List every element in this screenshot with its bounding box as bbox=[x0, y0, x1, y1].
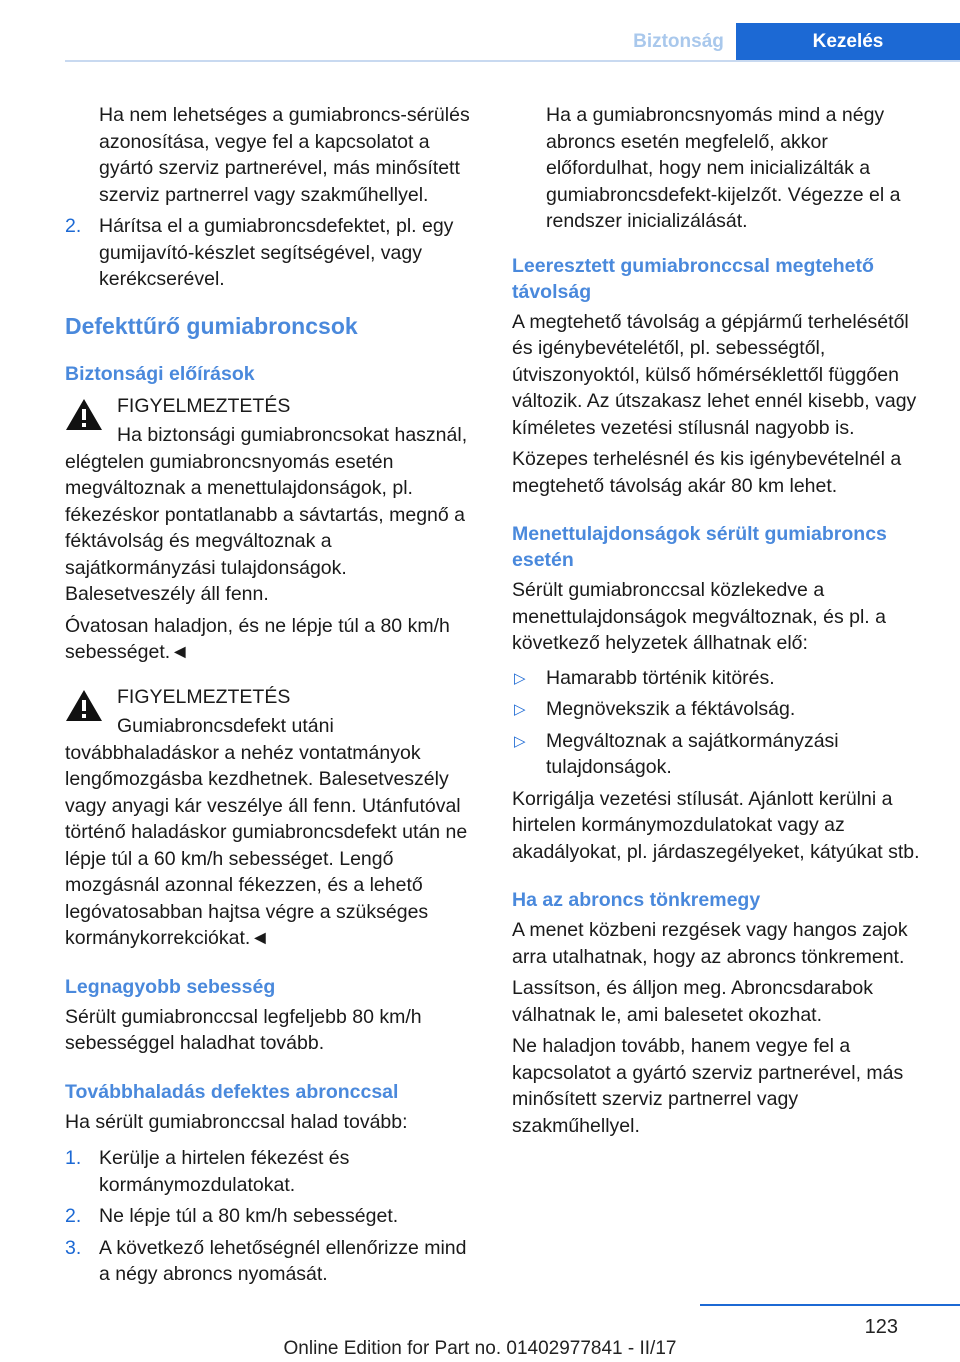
section-heading: Defekttűrő gumiabroncsok bbox=[65, 312, 358, 339]
step-number: 1. bbox=[65, 1147, 82, 1169]
continue-text: Ha sérült gumiabronccsal halad tovább: bbox=[65, 1110, 408, 1133]
warning-title: FIGYELMEZTETÉS bbox=[117, 394, 291, 417]
warning-text: Ha biztonsági gumiabroncsokat használ, elégtelen gumiabroncsnyomás esetén megváltoznak a menettulajdonságok, pl. fékezéskor pontatlanabb a sávtartás, megnő a féktávolság és megváltoznak a sajátkormányzási tulajdonságok. Balesetveszély áll fenn. bbox=[65, 424, 468, 605]
step-text: Kerülje a hirtelen fékezést és kormánymozdulatokat. bbox=[99, 1147, 350, 1196]
range-text-2: Közepes terhelésnél és kis igénybevételnél a megtehető távolság akár 80 km lehet. bbox=[512, 448, 902, 497]
step-text: Ne lépje túl a 80 km/h sebességet. bbox=[99, 1205, 399, 1227]
page-number: 123 bbox=[864, 1316, 898, 1338]
left-column bbox=[65, 102, 478, 1288]
list-item-text: Hamarabb történik kitörés. bbox=[546, 666, 775, 689]
broken-heading: Ha az abroncs tönkremegy bbox=[512, 889, 761, 911]
continue-heading: Továbbhaladás defektes abronccsal bbox=[65, 1080, 399, 1103]
bullet-triangle-icon: ▷ bbox=[514, 669, 526, 687]
warning-triangle-icon bbox=[65, 397, 103, 431]
tab-kezeles[interactable]: Kezelés bbox=[736, 23, 960, 61]
range-text: A megtehető távolság a gépjármű terhelésétől és igénybevételétől, pl. sebességtől, útviszonyoktól, külső hőmérséklettől függően változik. Az útszakasz lehet ennél kisebb, vagy kíméletes vezetési stílusnál nagyobb is. bbox=[512, 310, 917, 439]
handling-heading: Menettulajdonságok sérült gumiabroncs esetén bbox=[512, 523, 887, 571]
step-number: 2. bbox=[65, 1205, 82, 1227]
maxspeed-heading: Legnagyobb sebesség bbox=[65, 975, 276, 998]
broken-text-2: Lassítson, és álljon meg. Abroncsdarabok válhatnak le, ami balesetet okozhat. bbox=[512, 977, 873, 1026]
header-rule bbox=[65, 60, 960, 62]
edition-footer: Online Edition for Part no. 01402977841 - II/17 bbox=[283, 1338, 677, 1359]
list-item bbox=[512, 665, 925, 692]
warning-title: FIGYELMEZTETÉS bbox=[117, 685, 291, 708]
continued-step-text: Ha nem lehetséges a gumiabroncs-sérülés azonosítása, vegye fel a kapcsolatot a gyártó szerviz partnerével, más minősített szerviz partnerrel vagy szakműhellyel. bbox=[99, 104, 470, 206]
warning-text-2: Óvatosan haladjon, és ne lépje túl a 80 km/h sebességet.◄ bbox=[65, 614, 450, 663]
warning-block bbox=[65, 393, 478, 666]
broken-text-3: Ne haladjon tovább, hanem vegye fel a kapcsolatot a gyártó szerviz partnerével, más minősített szerviz partnerrel vagy szakműhellyel. bbox=[512, 1035, 904, 1137]
warning-text: Gumiabroncsdefekt utáni továbbhaladáskor a nehéz vontatmányok lengőmozgásba kezdhetnek. Balesetveszély vagy anyagi kár veszélye áll fenn. Utánfutóval történő haladáskor gumiabroncsdefekt után ne lépje túl a 60 km/h sebességet. Lengő mozgásnál azonnal fékezzen, és a lehető legóvatosabban hajtsa végre a szükséges kormánykorrekciókat.◄ bbox=[65, 715, 468, 949]
range-heading: Leeresztett gumiabronccsal megtehető távolság bbox=[512, 254, 874, 303]
warning-block bbox=[65, 684, 478, 952]
list-item-text: Megnövekszik a féktávolság. bbox=[546, 698, 796, 720]
footer-rule bbox=[700, 1304, 960, 1306]
warning-triangle-icon bbox=[65, 688, 103, 722]
maxspeed-text: Sérült gumiabronccsal legfeljebb 80 km/h sebességgel haladhat tovább. bbox=[65, 1005, 422, 1054]
list-item-text: Megváltoznak a sajátkormányzási tulajdonságok. bbox=[546, 729, 839, 778]
list-item bbox=[512, 728, 925, 781]
step-number: 2. bbox=[65, 215, 82, 237]
header-tabs bbox=[621, 23, 960, 61]
step-item bbox=[65, 1235, 478, 1288]
bullet-triangle-icon: ▷ bbox=[514, 701, 526, 718]
continued-text: Ha a gumiabroncsnyomás mind a négy abroncs esetén megfelelő, akkor előfordulhat, hogy nem inicializálták a gumiabroncsdefekt-kijelzőt. Végezze el a rendszer inicializálását. bbox=[546, 104, 901, 232]
step-text: Hárítsa el a gumiabroncsdefektet, pl. egy gumijavító-készlet segítségével, vagy kerékcserével. bbox=[99, 215, 454, 290]
step-number: 3. bbox=[65, 1236, 82, 1259]
safety-heading: Biztonsági előírások bbox=[65, 362, 255, 385]
step-item bbox=[65, 1203, 478, 1230]
right-column bbox=[512, 102, 925, 1139]
step-text: A következő lehetőségnél ellenőrizze mind a négy abroncs nyomását. bbox=[99, 1236, 467, 1285]
tab-biztonsag[interactable]: Biztonság bbox=[633, 31, 724, 52]
handling-text: Sérült gumiabronccsal közlekedve a menettulajdonságok megváltoznak, és pl. a következő helyzetek állhatnak elő: bbox=[512, 579, 886, 654]
step-item bbox=[65, 213, 478, 293]
bullet-triangle-icon: ▷ bbox=[514, 732, 526, 750]
broken-text: A menet közbeni rezgések vagy hangos zajok arra utalhatnak, hogy az abroncs tönkrement. bbox=[512, 919, 908, 968]
handling-text-2: Korrigálja vezetési stílusát. Ajánlott kerülni a hirtelen kormánymozdulatokat vagy az akadályokat, pl. járdaszegélyeket, kátyúkat stb. bbox=[512, 787, 920, 863]
list-item bbox=[512, 696, 925, 723]
step-item bbox=[65, 1145, 478, 1198]
